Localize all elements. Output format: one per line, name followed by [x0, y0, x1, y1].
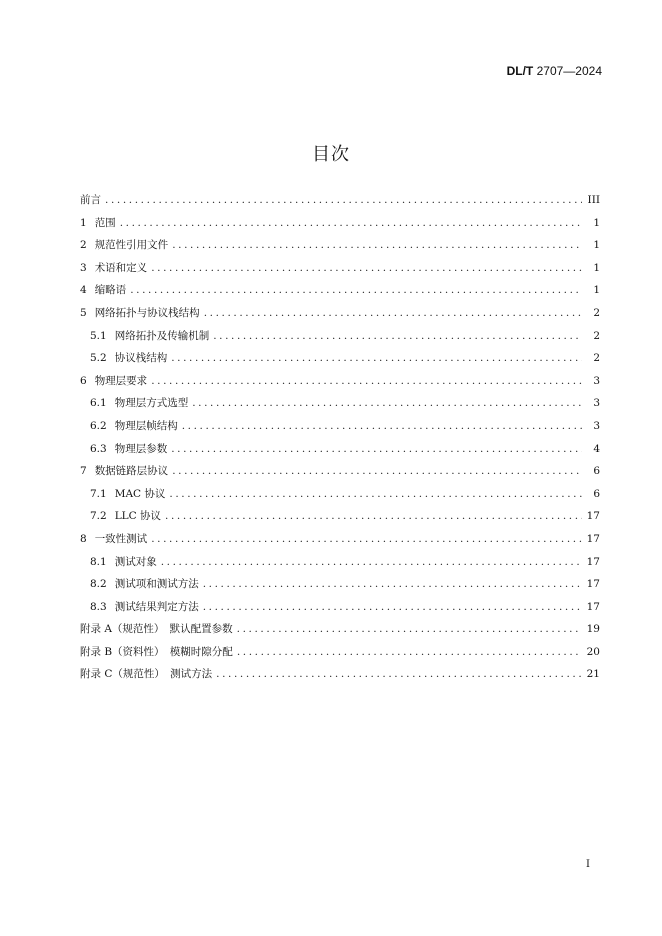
toc-entry-page: 2	[593, 306, 600, 319]
toc-entry-number: 4	[80, 284, 87, 297]
toc-entry-label: 测试对象	[114, 555, 157, 568]
toc-entry-label: 物理层参数	[114, 442, 168, 455]
toc-entry-number: 5	[80, 306, 87, 319]
standard-prefix: DL/T	[506, 64, 534, 78]
toc-entry-number: 7.2	[90, 510, 107, 523]
toc-entry-label: 附录 B（资料性） 模糊时隙分配	[80, 645, 233, 658]
toc-entry[interactable]	[80, 192, 600, 215]
toc-entry-page: 1	[593, 239, 600, 252]
toc-entry[interactable]	[80, 508, 600, 531]
toc-entry-page: 17	[586, 532, 600, 545]
toc-entry-label: 测试结果判定方法	[114, 600, 199, 613]
toc-entry-label: 术语和定义	[94, 261, 148, 274]
toc-entry[interactable]	[80, 282, 600, 305]
toc-entry-page: 17	[586, 555, 600, 568]
toc-entry[interactable]	[80, 418, 600, 441]
toc-entry-number: 3	[80, 261, 87, 274]
toc-leader-dots	[192, 397, 582, 409]
toc-entry-page: 4	[593, 442, 600, 455]
toc-entry[interactable]	[80, 373, 600, 396]
toc-entry[interactable]	[80, 531, 600, 554]
toc-entry-number: 6.2	[90, 419, 107, 432]
toc-leader-dots	[120, 217, 582, 229]
toc-entry-page: 19	[586, 623, 600, 636]
toc-entry-page: 1	[593, 284, 600, 297]
toc-entry-number: 6.3	[90, 442, 107, 455]
toc-leader-dots	[151, 375, 582, 387]
toc-entry-label: 协议栈结构	[114, 352, 168, 365]
toc-entry-label: 一致性测试	[94, 532, 148, 545]
toc-entry-page: 2	[593, 352, 600, 365]
toc-entry[interactable]	[80, 441, 600, 464]
toc-entry-label: 测试项和测试方法	[114, 578, 199, 591]
toc-entry-number: 6.1	[90, 397, 107, 410]
toc-entry[interactable]	[80, 395, 600, 418]
toc-leader-dots	[169, 488, 582, 500]
toc-entry-page: 6	[593, 487, 600, 500]
toc-leader-dots	[171, 443, 582, 455]
standard-code	[507, 64, 602, 78]
toc-leader-dots	[105, 194, 582, 206]
page-number: I	[586, 859, 590, 870]
toc-entry-label: 数据链路层协议	[94, 465, 169, 478]
toc-entry[interactable]	[80, 305, 600, 328]
toc-leader-dots	[172, 465, 582, 477]
toc-entry[interactable]	[80, 666, 600, 689]
toc-entry-page: 1	[593, 261, 600, 274]
toc-entry[interactable]	[80, 260, 600, 283]
toc-leader-dots	[237, 646, 582, 658]
toc-entry-number: 8.3	[90, 600, 107, 613]
toc-leader-dots	[216, 668, 582, 680]
toc-leader-dots	[130, 284, 582, 296]
toc-entry[interactable]	[80, 215, 600, 238]
toc-entry-page: 6	[593, 465, 600, 478]
toc-entry-page: 2	[593, 329, 600, 342]
toc-entry-label: 附录 A（规范性） 默认配置参数	[80, 623, 233, 636]
toc-leader-dots	[151, 262, 582, 274]
table-of-contents	[80, 192, 600, 689]
toc-leader-dots	[203, 578, 582, 590]
toc-leader-dots	[171, 352, 582, 364]
toc-entry-page: 1	[593, 216, 600, 229]
toc-entry-label: LLC 协议	[114, 510, 162, 523]
toc-entry-label: 缩略语	[94, 284, 127, 297]
toc-leader-dots	[172, 239, 582, 251]
toc-entry[interactable]	[80, 328, 600, 351]
toc-entry[interactable]	[80, 554, 600, 577]
toc-leader-dots	[237, 623, 582, 635]
toc-entry-label: 规范性引用文件	[94, 239, 169, 252]
toc-leader-dots	[161, 556, 582, 568]
toc-entry-number: 8.1	[90, 555, 107, 568]
standard-number: 2707—2024	[536, 64, 602, 78]
toc-leader-dots	[213, 330, 582, 342]
toc-entry-page: 3	[593, 374, 600, 387]
toc-entry-number: 1	[80, 216, 87, 229]
toc-entry-number: 7.1	[90, 487, 107, 500]
toc-entry-number: 7	[80, 465, 87, 478]
toc-entry[interactable]	[80, 486, 600, 509]
toc-entry-number: 5.2	[90, 352, 107, 365]
toc-entry-page: 17	[586, 600, 600, 613]
toc-entry[interactable]	[80, 599, 600, 622]
toc-entry-number: 8	[80, 532, 87, 545]
toc-entry[interactable]	[80, 350, 600, 373]
toc-leader-dots	[182, 420, 582, 432]
toc-entry-label: MAC 协议	[114, 487, 166, 500]
toc-entry-label: 范围	[94, 216, 116, 229]
toc-entry-page: 17	[586, 510, 600, 523]
toc-leader-dots	[203, 601, 582, 613]
toc-entry-number: 2	[80, 239, 87, 252]
toc-entry[interactable]	[80, 621, 600, 644]
toc-entry[interactable]	[80, 237, 600, 260]
toc-entry-label: 前言	[80, 194, 101, 206]
toc-entry[interactable]	[80, 463, 600, 486]
toc-entry-page: 3	[593, 397, 600, 410]
toc-leader-dots	[204, 307, 582, 319]
toc-entry-label: 物理层方式选型	[114, 397, 189, 410]
toc-entry-label: 物理层要求	[94, 374, 148, 387]
toc-entry-page: 21	[586, 668, 600, 681]
toc-entry-label: 网络拓扑及传输机制	[114, 329, 210, 342]
toc-entry-label: 网络拓扑与协议栈结构	[94, 306, 200, 319]
toc-entry[interactable]	[80, 644, 600, 667]
toc-leader-dots	[151, 533, 582, 545]
toc-entry-number: 8.2	[90, 578, 107, 591]
toc-entry-number: 6	[80, 374, 87, 387]
toc-entry-label: 附录 C（规范性） 测试方法	[80, 668, 213, 681]
toc-title: 目次	[312, 144, 350, 165]
toc-entry-page: 3	[593, 419, 600, 432]
toc-entry-page: 17	[586, 578, 600, 591]
toc-entry[interactable]	[80, 576, 600, 599]
toc-entry-number: 5.1	[90, 329, 107, 342]
toc-entry-page: III	[587, 194, 600, 206]
toc-entry-label: 物理层帧结构	[114, 419, 178, 432]
toc-entry-page: 20	[586, 645, 600, 658]
toc-leader-dots	[165, 510, 582, 522]
